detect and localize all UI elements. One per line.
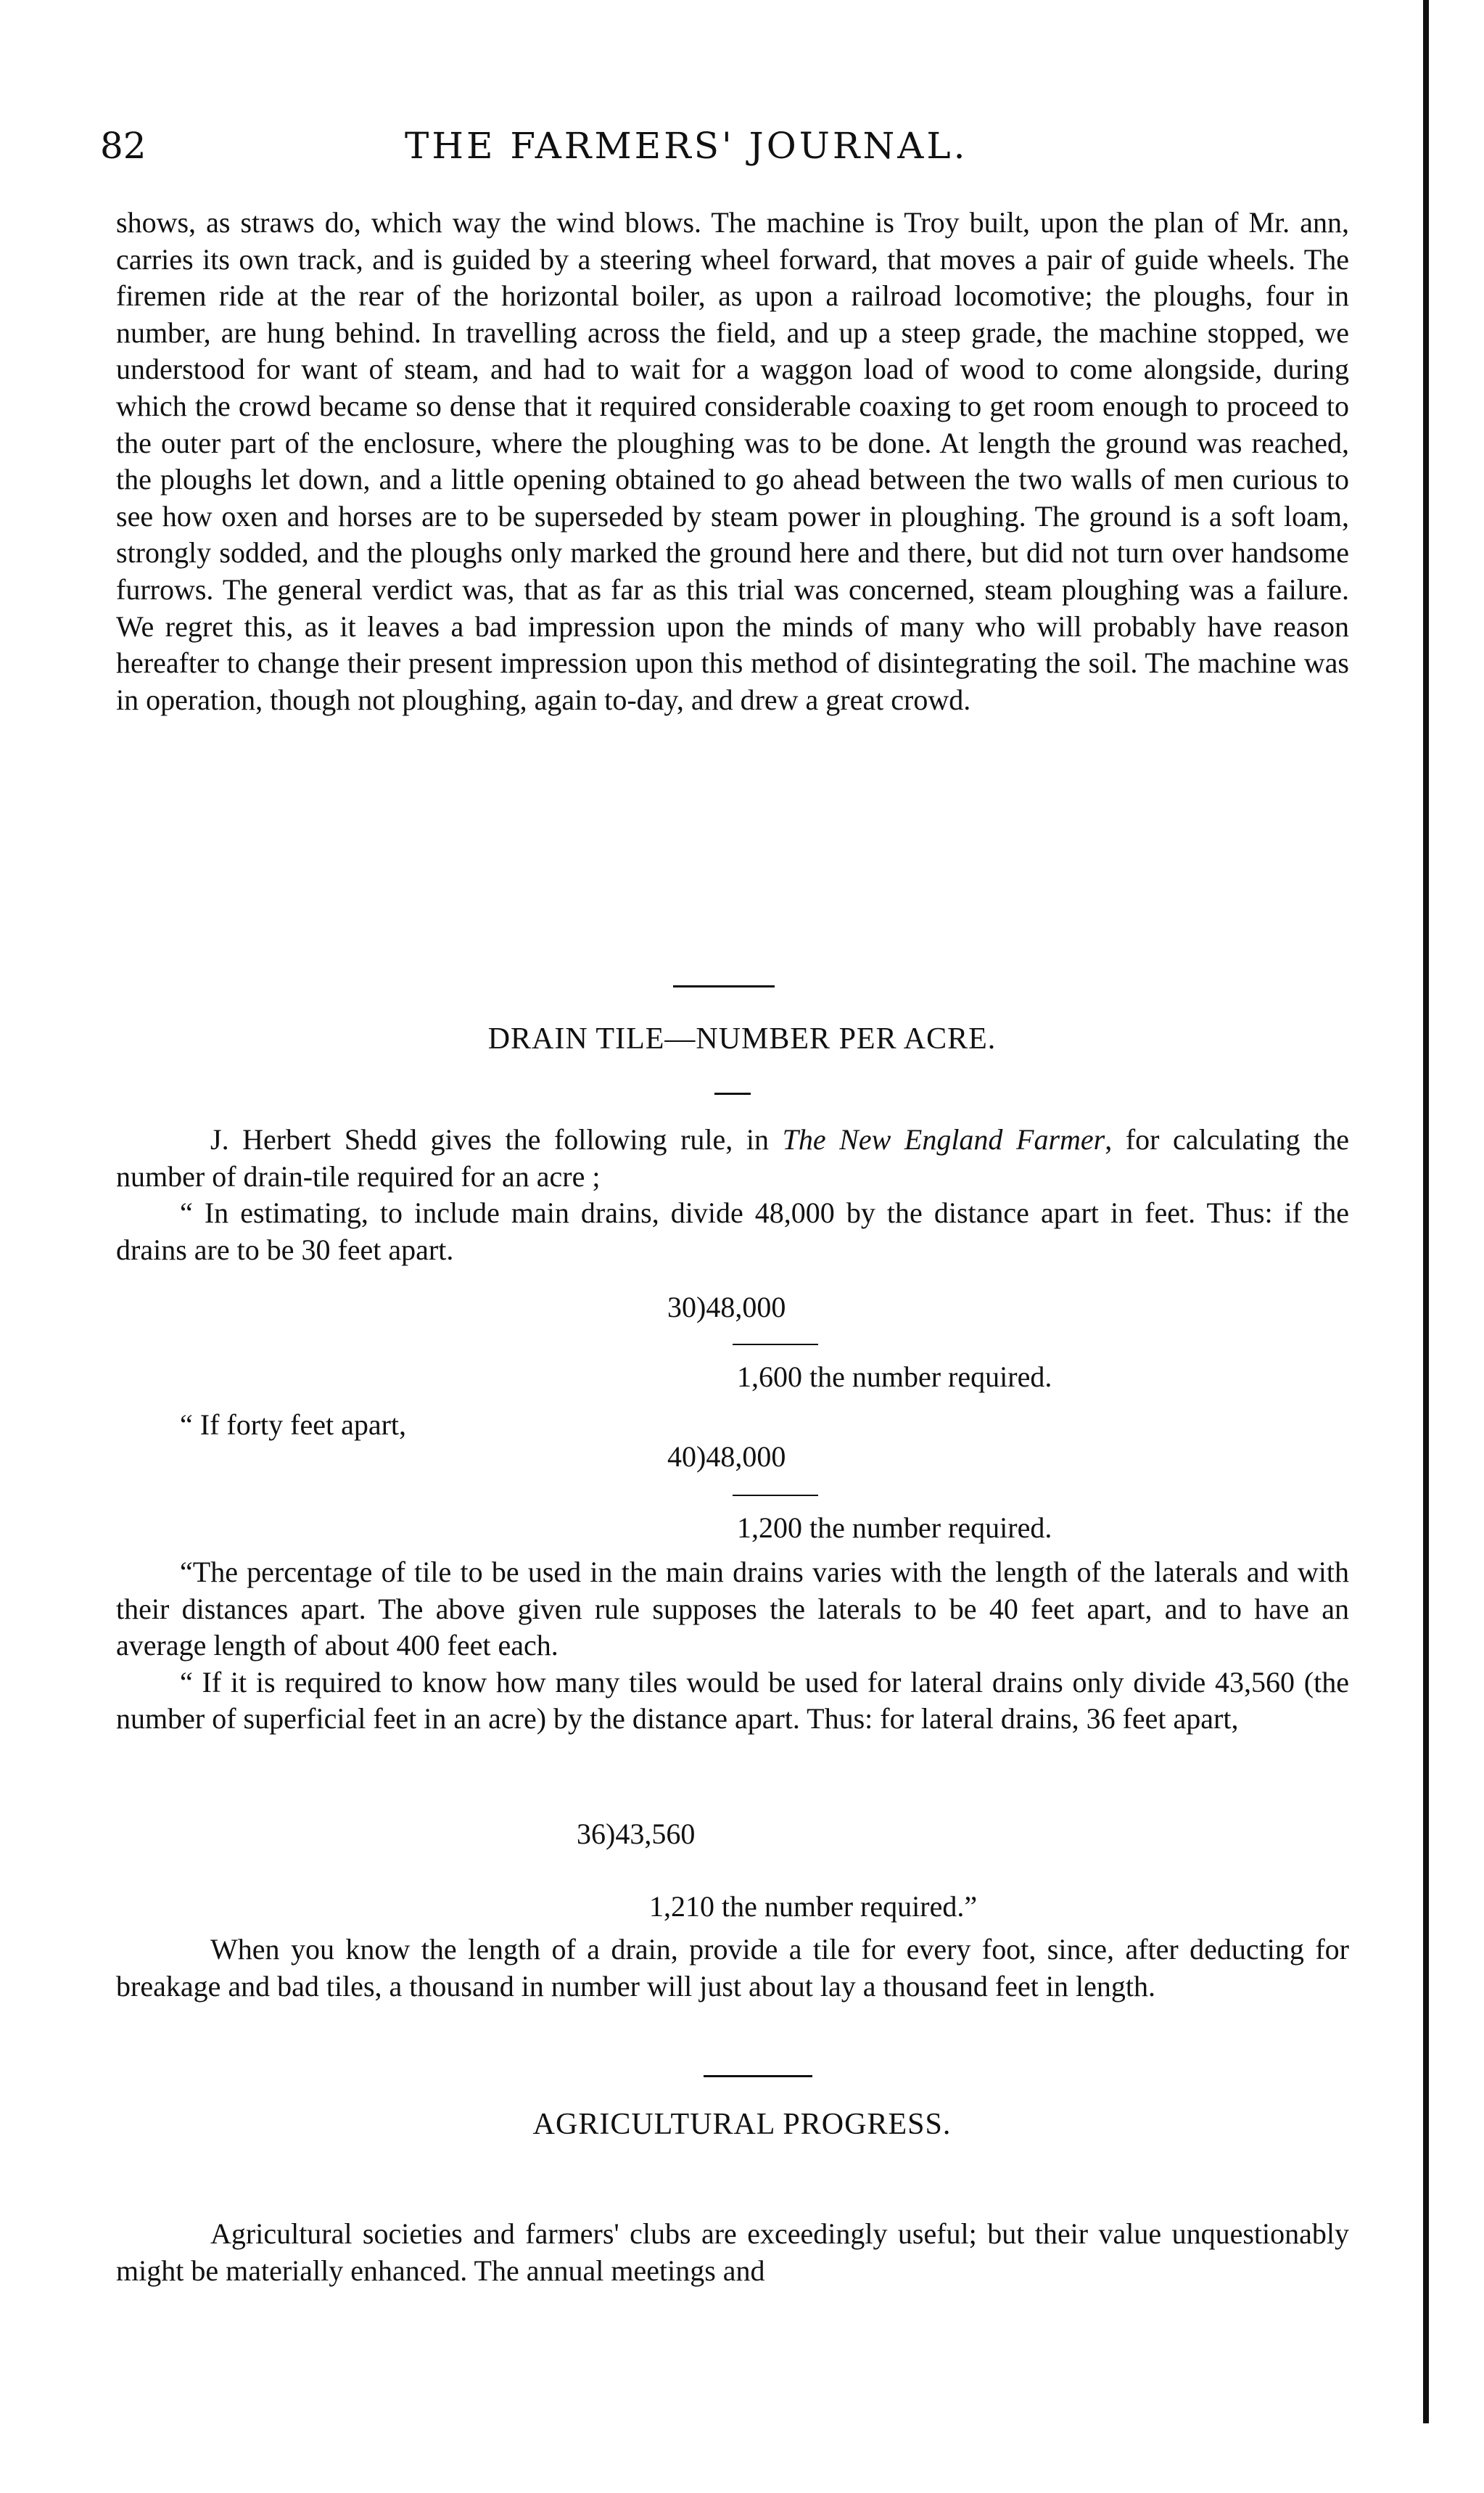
section-divider [704,2075,812,2077]
result-1210: 1,210 the number required.” [649,1890,978,1923]
if-forty-apart: “ If forty feet apart, [180,1408,407,1441]
result-1600: 1,600 the number required. [737,1360,1052,1393]
quote-percentage: “The percentage of tile to be used in the main drains varies with the length of the laterals and with their distances apart. The above given rule supposes the laterals to be 40 feet apart, and to have an average length of about 400 feet each. [116,1556,1349,1662]
calculation-36: 36)43,560 [577,1818,696,1850]
lateral-drains-block [116,1554,1349,1738]
drain-tile-intro-block [116,1122,1349,1268]
running-head [100,125,1014,176]
heading-underline [714,1093,751,1095]
source-publication: The New England Farmer [782,1123,1105,1156]
continuation-text [116,205,1349,718]
calculation-rule [733,1344,818,1345]
continuation-paragraph: shows, as straws do, which way the wind blows. The machine is Troy built, upon the plan of Mr. ann, carries its own track, and is guided by a steering wheel forward, that moves a pair of guide wheels. The firemen ride at the rear of the horizontal boiler, as upon a railroad locomotive; the ploughs, four in number, are hung behind. In travelling across the field, and up a steep grade, the machine stopped, we understood for want of steam, and had to wait for a waggon load of wood to come alongside, during which the crowd became so dense that it required considerable coaxing to get room enough to proceed to the outer part of the enclosure, where the ploughing was to be done. At length the ground was reached, the ploughs let down, and a little opening obtained to go ahead between the two walls of men curious to see how oxen and horses are to be superseded by steam power in ploughing. The ground is a soft loam, strongly sodded, and the ploughs only marked the ground here and there, but did not turn over handsome furrows. The general verdict was, that as far as this trial was concerned, steam ploughing was a failure. We regret this, as it leaves a bad impression upon the minds of many who will probably have reason hereafter to change their present impression upon this method of disintegrating the soil. The machine was in operation, though not ploughing, again to-day, and drew a great crowd. [116,206,1349,716]
quote-rule-main: “ In estimating, to include main drains, divide 48,000 by the distance apart in feet. Thus: if the drains are to be 30 feet apart. [116,1196,1349,1266]
conclusion-block [116,1931,1349,2005]
section-divider [673,985,775,987]
page-edge-rule [1423,0,1429,2423]
conclusion-paragraph: When you know the length of a drain, provide a tile for every foot, since, after deducting for breakage and bad tiles, a thousand in number will just about lay a thousand feet in length. [116,1933,1349,2003]
result-1200: 1,200 the number required. [737,1511,1052,1544]
intro-text-end: , for calculating the number of drain-tile required for an acre ; [116,1123,1349,1193]
drain-tile-heading: DRAIN TILE—NUMBER PER ACRE. [487,1022,997,1056]
drain-tile-intro [116,1122,1349,1195]
calculation-40: 40)48,000 [667,1440,786,1473]
agricultural-progress-block [116,2216,1349,2289]
calculation-rule [733,1495,818,1496]
agricultural-progress-heading: AGRICULTURAL PROGRESS. [532,2108,952,2141]
quote-lateral: “ If it is required to know how many tiles would be used for lateral drains only divide 43,560 (the number of superficial feet in an acre) by the distance apart. Thus: for lateral drains, 36 feet apart, [116,1665,1349,1736]
calculation-30: 30)48,000 [667,1291,786,1323]
agricultural-progress-paragraph: Agricultural societies and farmers' clubs are exceedingly useful; but their value unquestionably might be materially enhanced. The annual meetings and [116,2217,1349,2287]
page-number: 82 [100,125,147,167]
intro-text-start: J. Herbert Shedd gives the following rule, in [210,1123,783,1156]
journal-title: THE FARMERS' JOURNAL. [405,125,968,167]
